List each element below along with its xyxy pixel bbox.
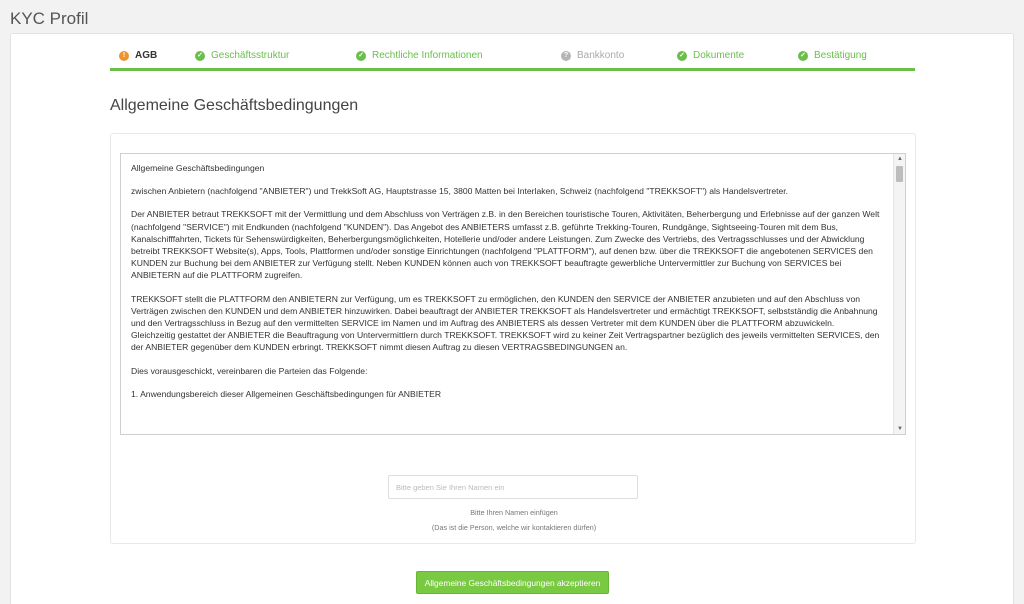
step-rechtliche-informationen[interactable] [356,50,483,61]
terms-text [121,154,891,434]
question-icon: ? [561,51,571,61]
scrollbar-thumb[interactable] [896,166,903,182]
progress-steps [110,44,915,71]
terms-heading: Allgemeine Geschäftsbedingungen [131,163,265,173]
step-label: Bestätigung [814,50,867,61]
check-icon: ✓ [195,51,205,61]
check-icon: ✓ [677,51,687,61]
check-icon: ✓ [356,51,366,61]
exclamation-icon: ! [119,51,129,61]
step-label: AGB [135,50,158,61]
section-title: Allgemeine Geschäftsbedingungen [110,97,359,114]
step-label: Geschäftsstruktur [211,50,290,61]
step-bestaetigung[interactable] [798,50,867,61]
page-title: KYC Profil [10,9,89,28]
terms-paragraph: Der ANBIETER betraut TREKKSOFT mit der Vermittlung und dem Abschluss von Verträgen z.B. in den Bereichen touristische Touren, Aktivitäten, Beherbergung und Erlebnisse auf der ganzen Welt (nachfolgend "SERVICE") mit Endkunden (nachfolgend "KUNDEN"). Das Angebot des ANBIETERS umfasst z.B. geführte Trekking-Touren, Rundgänge, Sightseeing-Touren mit dem Bus, Kanalschifffahrten, Tickets für Sehenswürdigkeiten, Beherbergungsmöglichkeiten, Hotellerie und/oder andere Leistungen. Zum Zwecke des Vertriebs, des Vertragsschlusses und der Abwicklung betreibt TREKKSOFT Website(s), Apps, Tools, Plattformen und/oder sonstige Einrichtungen (nachfolgend "PLATTFORM"), auf denen bzw. über die TREKKSOFT die angebotenen SERVICES den KUNDEN zur Buchung bei dem ANBIETER zur Verfügung stellt. Neben KUNDEN können auch von TREKKSOFT beauftragte gewerbliche Untervermittler zur Buchung von SERVICES bei ANBIETERN auf die PLATTFORM zugreifen. [131,209,880,281]
name-hint: Bitte Ihren Namen einfügen [470,508,558,517]
name-hint-note: (Das ist die Person, welche wir kontaktieren dürfen) [431,523,597,532]
scroll-down-icon[interactable]: ▼ [897,426,903,432]
terms-paragraph: 1. Anwendungsbereich dieser Allgemeinen Geschäftsbedingungen für ANBIETER [131,388,442,399]
accept-terms-button[interactable]: Allgemeine Geschäftsbedingungen akzeptieren [416,571,609,594]
terms-paragraph: Dies vorausgeschickt, vereinbaren die Parteien das Folgende: [131,365,368,376]
terms-paragraph: zwischen Anbietern (nachfolgend "ANBIETER") und TrekkSoft AG, Hauptstrasse 15, 3800 Matten bei Interlaken, Schweiz (nachfolgend "TREKKSOFT") als Handelsvertreter. [131,186,789,197]
check-icon: ✓ [798,51,808,61]
step-bankkonto[interactable] [561,50,624,61]
terms-paragraph: TREKKSOFT stellt die PLATTFORM den ANBIETERN zur Verfügung, um es TREKKSOFT zu ermöglichen, den KUNDEN den SERVICE der ANBIETER anzubieten und auf den Abschluss von Verträgen zwischen den KUNDEN und dem ANBIETER hinzuwirken. Dabei beauftragt der ANBIETER TREKKSOFT als Handelsvertreter und ermächtigt TREKKSOFT, selbstständig die Anbahnung und den Vertragsschluss in Bezug auf den vermittelten SERVICE im Namen und im Auftrag des ANBIETERS als dessen Vertreter mit dem KUNDEN über die PLATTFORM abzuwickeln. Gleichzeitig gestattet der ANBIETER die Beauftragung von Untervermittlern durch TREKKSOFT. TREKKSOFT wird zu keiner Zeit Vertragspartner bezüglich des jeweils vermittelten SERVICES, den der ANBIETER gegenüber dem KUNDEN erbringt. TREKKSOFT nimmt diesen Auftrag zu diesen VERTRAGSBEDINGUNGEN an. [131,293,880,353]
step-label: Bankkonto [577,50,625,61]
step-label: Dokumente [693,50,745,61]
step-geschaeftsstruktur[interactable] [195,50,289,61]
kyc-card [10,33,1014,604]
step-label: Rechtliche Informationen [372,50,483,61]
scroll-up-icon[interactable]: ▲ [897,156,903,162]
terms-panel [110,133,916,544]
name-input[interactable] [388,475,638,499]
terms-scrollbar[interactable] [893,154,905,434]
step-agb[interactable] [119,50,157,61]
step-dokumente[interactable] [677,50,744,61]
terms-scroll-area[interactable] [120,153,906,435]
